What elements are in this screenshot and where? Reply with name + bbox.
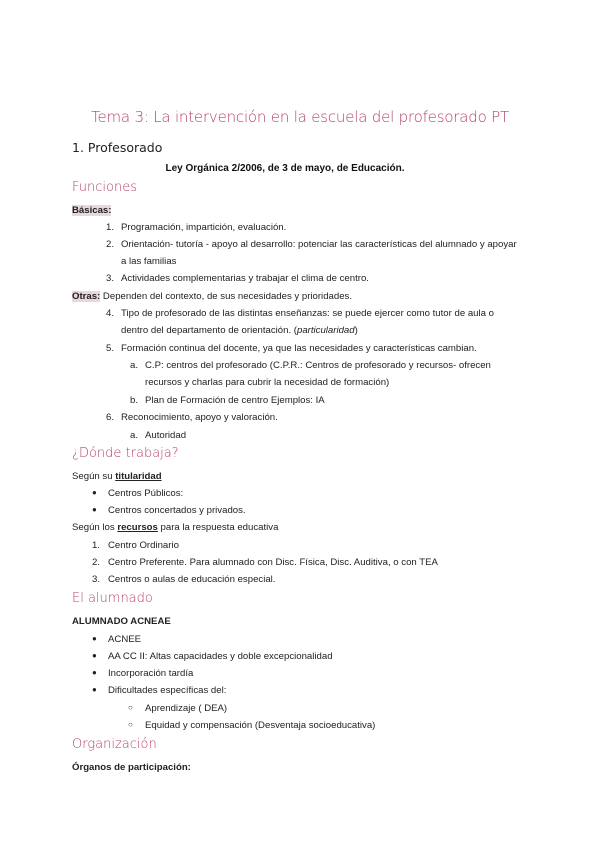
heading-alumnado: El alumnado [72, 591, 153, 606]
list-item: Programación, impartición, evaluación. [121, 222, 287, 233]
list-item: Orientación- tutoría - apoyo al desarrollo: potenciar las características del alumnado y apoyar [121, 239, 517, 250]
sub-list-item: Aprendizaje ( DEA) [145, 703, 228, 714]
bullet-icon: ● [92, 651, 97, 660]
circle-bullet-icon: ○ [128, 703, 133, 712]
list-number: 3. [91, 574, 100, 585]
bullet-icon: ● [92, 668, 97, 677]
list-item: Centros concertados y privados. [108, 505, 246, 516]
list-letter: a. [129, 430, 138, 441]
list-item: Dificultades específicas del: [108, 685, 227, 696]
list-number: 1. [91, 540, 100, 551]
organos-heading: Órganos de participación: [72, 762, 191, 773]
acneae-heading: ALUMNADO ACNEAE [72, 616, 171, 627]
list-item: Reconocimiento, apoyo y valoración. [121, 412, 278, 423]
list-letter: a. [129, 360, 138, 371]
list-number: 2. [105, 239, 114, 250]
list-item: Incorporación tardía [108, 668, 194, 679]
sub-list-item: Autoridad [145, 430, 187, 441]
sub-list-item: Plan de Formación de centro Ejemplos: IA [145, 395, 325, 406]
bullet-icon: ● [92, 685, 97, 694]
list-number: 6. [105, 412, 114, 423]
bullet-icon: ● [92, 505, 97, 514]
sub-list-item-continuation: recursos y charlas para cubrir la necesidad de formación) [145, 377, 390, 388]
list-item: Tipo de profesorado de las distintas enseñanzas: se puede ejercer como tutor de aula o [121, 308, 494, 319]
section-heading-profesorado: 1. Profesorado [72, 140, 163, 155]
titularidad-line: Según su titularidad [72, 471, 162, 482]
list-item: ACNEE [108, 634, 142, 645]
list-number: 5. [105, 343, 114, 354]
list-item-continuation: dentro del departamento de orientación. (particularidad) [121, 325, 358, 336]
heading-funciones: Funciones [72, 180, 137, 195]
bullet-icon: ● [92, 634, 97, 643]
list-number: 2. [91, 557, 100, 568]
recursos-line: Según los recursos para la respuesta educativa [72, 522, 279, 533]
bullet-icon: ● [92, 488, 97, 497]
otras-line: Otras: Dependen del contexto, de sus necesidades y prioridades. [72, 291, 352, 302]
list-item: Centros Públicos: [108, 488, 184, 499]
list-item: Centros o aulas de educación especial. [108, 574, 276, 585]
circle-bullet-icon: ○ [128, 720, 133, 729]
list-item: Actividades complementarias y trabajar el clima de centro. [121, 273, 369, 284]
heading-donde-trabaja: ¿Dónde trabaja? [72, 446, 179, 461]
list-letter: b. [129, 395, 138, 406]
heading-organizacion: Organización [72, 737, 157, 752]
list-item: AA CC II: Altas capacidades y doble excepcionalidad [108, 651, 333, 662]
document-title: Tema 3: La intervención en la escuela del profesorado PT [91, 108, 509, 126]
list-item: Centro Ordinario [108, 540, 179, 551]
list-item: Formación continua del docente, ya que las necesidades y características cambian. [121, 343, 477, 354]
sub-list-item: Equidad y compensación (Desventaja socioeducativa) [145, 720, 376, 731]
list-number: 1. [105, 222, 114, 233]
list-number: 4. [105, 308, 114, 319]
law-reference: Ley Orgánica 2/2006, de 3 de mayo, de Educación. [165, 163, 405, 174]
list-item-continuation: a las familias [121, 256, 177, 267]
list-number: 3. [105, 273, 114, 284]
sub-list-item: C.P: centros del profesorado (C.P.R.: Centros de profesorado y recursos- ofrecen [145, 360, 491, 371]
basicas-label: Básicas: [72, 205, 112, 216]
list-item: Centro Preferente. Para alumnado con Disc. Física, Disc. Auditiva, o con TEA [108, 557, 438, 568]
